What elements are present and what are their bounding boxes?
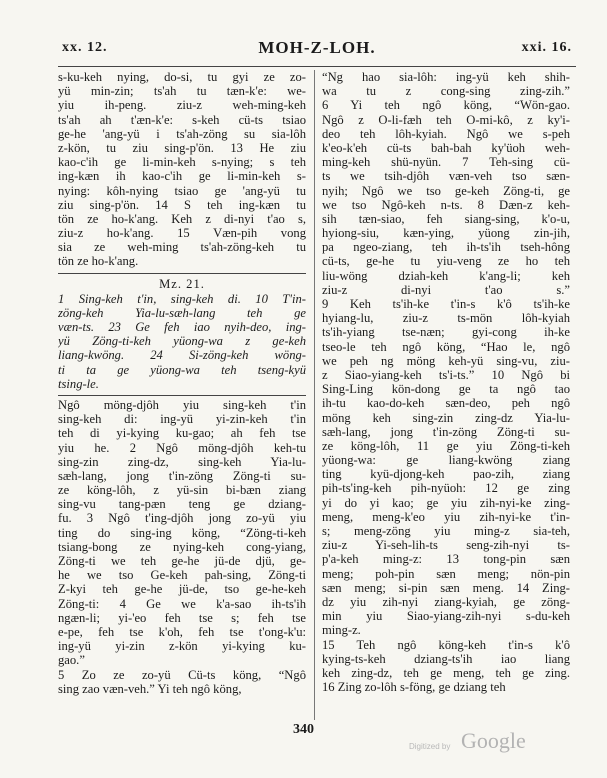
text-line: 6 Yi teh ngô köng, “Wön-gao. (322, 98, 570, 113)
text-line: Sing-Ling kön-dong ge ta ngô tao (322, 382, 570, 397)
text-line: s-ku-keh nying, do-si, tu gyi ze zo- (58, 70, 306, 84)
text-line: we tso Ngô-keh n-ts. 8 Dæn-z keh- (322, 197, 570, 212)
summary-line: ti ta ge yüong-wa teh tseng-kyü (58, 362, 306, 377)
text-line: keh zing-dz, teh ge meng, teh ge zing. (322, 665, 570, 680)
text-line: tön ze ho-k'ang. Keh z di-nyi t'ao s, (58, 211, 306, 226)
text-line: “Ng hao sia-lôh: ing-yü keh shih- (322, 70, 570, 84)
text-line: sæh-lang, jong t'in-zöng Zöng-ti su- (322, 424, 570, 439)
text-line: yiu he. 2 Ngô möng-djôh keh-tu (58, 440, 306, 455)
summary-line: 1 Sing-keh t'in, sing-keh di. 10 T'in- (58, 291, 306, 306)
chapter-heading: Mz. 21. (159, 276, 205, 291)
watermark-logo: Google (461, 728, 526, 753)
text-line: cü-ts, ge-he tu yiu-veng ze ho teh (322, 254, 570, 269)
text-line: möng keh sing-zin zing-dz Yia-lu- (322, 410, 570, 425)
header-book-title: MOH-Z-LOH. (258, 38, 376, 57)
text-line: hyiang-lu, ziu-z ts-mön lôh-kyiah (322, 311, 570, 326)
text-line: 15 Teh ngô köng-keh t'in-s k'ô (322, 637, 570, 652)
header-chapter-start: xx. 12. (62, 40, 108, 55)
text-line: Zöng-ti we teh ge-he jü-de djü, ge- (58, 554, 306, 568)
page-number: 340 (293, 722, 314, 737)
text-line: ts we tsih-djôh væn-veh tso sæn- (322, 169, 570, 184)
text-line: 9 Keh ts'ih-ke t'in-s k'ô ts'ih-ke (322, 297, 570, 311)
text-line: tseo-le teh ngô köng, “Hao le, ngô (322, 339, 570, 354)
summary-line: yü Zöng-ti-keh yüong-wa z ge-keh (58, 334, 306, 349)
watermark-caption: Digitized by (409, 742, 451, 751)
text-line: meng, meng-k'eo yiu zih-nyi-ke t'in- (322, 509, 570, 524)
text-line: ziu-z di-nyi t'ao s.” (322, 282, 570, 297)
text-line: p'a-keh ming-z: 13 tong-pin sæn (322, 552, 570, 567)
text-line: deo teh lôh-kyiah. Ngô we s-peh (322, 126, 570, 141)
summary-line: liang-kwöng. 24 Si-zöng-keh wöng- (58, 348, 306, 363)
left-column-text-top (58, 70, 306, 269)
text-line: Z-kyi teh ge-he jü-de, tso ge-he-keh (58, 582, 306, 597)
text-line: tön ze ho-k'ang. (58, 254, 139, 269)
text-line: ing-kæn ih kao-c'ih ge li-min-keh s- (58, 169, 306, 184)
summary-line: tsing-le. (58, 376, 99, 391)
summary-line: zöng-keh Yia-lu-sæh-lang teh ge (58, 305, 306, 320)
chapter-divider (58, 273, 306, 274)
summary-divider (58, 395, 306, 396)
text-line: ts'ah ah t'æn-k'e: s-keh cü-ts tsiao (58, 112, 306, 127)
chapter-summary (58, 292, 306, 391)
text-line: 16 Zing zo-lôh s-föng, ge dziang teh (322, 680, 506, 695)
header-chapter-end: xxi. 16. (521, 40, 572, 55)
text-line: sia ze weh-ming ts'ah-zöng-keh tu (58, 240, 306, 255)
text-line: ngæn-li; yi-'eo feh tse s; feh tse (58, 610, 306, 625)
text-line: liu-wöng dziah-keh k'ang-li; keh (322, 268, 570, 283)
right-column-text (322, 70, 570, 694)
text-line: meng; poh-pin sæn meng; nön-pin (322, 566, 570, 581)
text-line: ze köng-lôh, 11 ge yiu Zöng-ti-keh (322, 438, 570, 453)
text-line: ting do sing-ing köng, “Zöng-ti-keh (58, 525, 306, 540)
left-column-text-bottom (58, 398, 306, 696)
text-line: sing-zin zing-dz, sing-keh Yia-lu- (58, 454, 306, 469)
text-line: nying: kôh-nying tsiao ge 'ang-yü tu (58, 183, 306, 198)
text-line: sih tæn-siao, feh siang-sing, k'o-u, (322, 211, 570, 226)
text-line: s; meng-zöng yiu ming-z sia-teh, (322, 524, 570, 538)
text-line: sæh-lang, jong t'in-zöng Zöng-ti su- (58, 468, 306, 483)
text-line: ziu-z Yi-seh-lih-ts seng-zih-nyi ts- (322, 538, 570, 553)
text-line: ting kyü-djong-keh pao-zih, ziang (322, 467, 570, 482)
text-line: fu. 3 Ngô t'ing-djôh jong zo-yü yiu (58, 511, 306, 526)
text-line: wa tu z cong-sing zing-zih.” (322, 84, 570, 99)
text-line: ge-he 'ang-yü i ts'ah-zöng su sia-lôh (58, 126, 306, 141)
text-line: yü min-zin; ts'ah tu tæn-k'e: we- (58, 84, 306, 99)
text-line: k'eo-k'eh cü-ts bah-bah ky'üoh weh- (322, 140, 570, 155)
text-line: min yiu Siao-yiang-zih-nyi s-du-keh (322, 609, 570, 624)
text-line: yi do yi kao; ge yiu zih-nyi-ke zing- (322, 495, 570, 510)
text-line: kying-ts-keh dziang-ts'ih iao liang (322, 651, 570, 666)
text-line: gao.” (58, 653, 85, 668)
summary-line: væn-ts. 23 Ge feh iao nyih-deo, ing- (58, 320, 306, 334)
text-line: ziu sing-p'ön. 14 S teh ing-kæn tu (58, 197, 306, 212)
text-line: 5 Zo ze zo-yü Cü-ts köng, “Ngô (58, 667, 306, 682)
text-line: yüong-wa: ge liang-kwöng ziang (322, 453, 570, 468)
text-line: sæn meng; si-pin sæn meng. 14 Zing- (322, 580, 570, 595)
text-line: dz yiu zih-nyi ziang-kyiah, ge zöng- (322, 594, 570, 609)
text-line: ing-yü yi-zin z-kön yi-kying ku- (58, 639, 306, 654)
text-line: yiu ih-peng. ziu-z weh-ming-keh (58, 98, 306, 113)
text-line: he we tso Ge-keh pah-sing, Zöng-ti (58, 568, 306, 583)
text-line: pa ngeo-ziang, teh ih-ts'ih tseh-hông (322, 240, 570, 255)
text-line: Zöng-ti: 4 Ge we k'a-sao ih-ts'ih (58, 596, 306, 611)
text-line: z-kön, tu ziu sing-p'ön. 13 He ziu (58, 140, 306, 155)
text-line: ih-tu kao-do-keh sæn-deo, peh ngô (322, 396, 570, 411)
text-line: hyiong-siu, kæn-ying, yüong zin-jih, (322, 226, 570, 241)
text-line: ts'ih-yiang tse-næn; gyi-cong ih-ke (322, 325, 570, 340)
running-header (62, 38, 572, 62)
text-line: we peh ng möng keh-yü sing-vu, ziu- (322, 353, 570, 368)
header-rule (58, 66, 576, 67)
text-line: z Siao-yiang-keh ts'i-ts.” 10 Ngô bi (322, 367, 570, 382)
text-line: nyih; Ngô we tso ge-keh Zöng-ti, ge (322, 183, 570, 198)
text-line: tsiang-bong ze nying-keh cong-yiang, (58, 539, 306, 554)
text-line: Ngô z O-li-fæh teh O-mi-kô, z ky'i- (322, 112, 570, 127)
text-line: ming-z. (322, 623, 361, 638)
text-line: sing zao væn-veh.” Yi teh ngô köng, (58, 681, 242, 696)
text-line: e-pe, feh tse k'oh, feh tse t'ong-k'u: (58, 624, 306, 639)
text-line: teh di yi-kying ku-gao; ah feh tse (58, 426, 306, 441)
text-line: pih-ts'ing-keh pih-nyüoh: 12 ge zing (322, 481, 570, 496)
text-line: ze köng-lôh, z yü-sin bi-bæn ziang (58, 483, 306, 498)
text-line: sing-keh di: ing-yü yi-zin-keh t'in (58, 412, 306, 427)
text-line: ming-keh shü-nyün. 7 Teh-sing cü- (322, 155, 570, 170)
text-line: sing-vu tang-pæn teng ge dziang- (58, 497, 306, 512)
text-line: ziu-z ho-k'ang. 15 Væn-pih vong (58, 226, 306, 241)
text-line: Ngô möng-djôh yiu sing-keh t'in (58, 397, 306, 412)
left-column (58, 70, 306, 696)
right-column (322, 70, 570, 694)
column-divider (314, 70, 315, 720)
text-line: kao-c'ih ge li-min-keh s-nying; s teh (58, 155, 306, 170)
